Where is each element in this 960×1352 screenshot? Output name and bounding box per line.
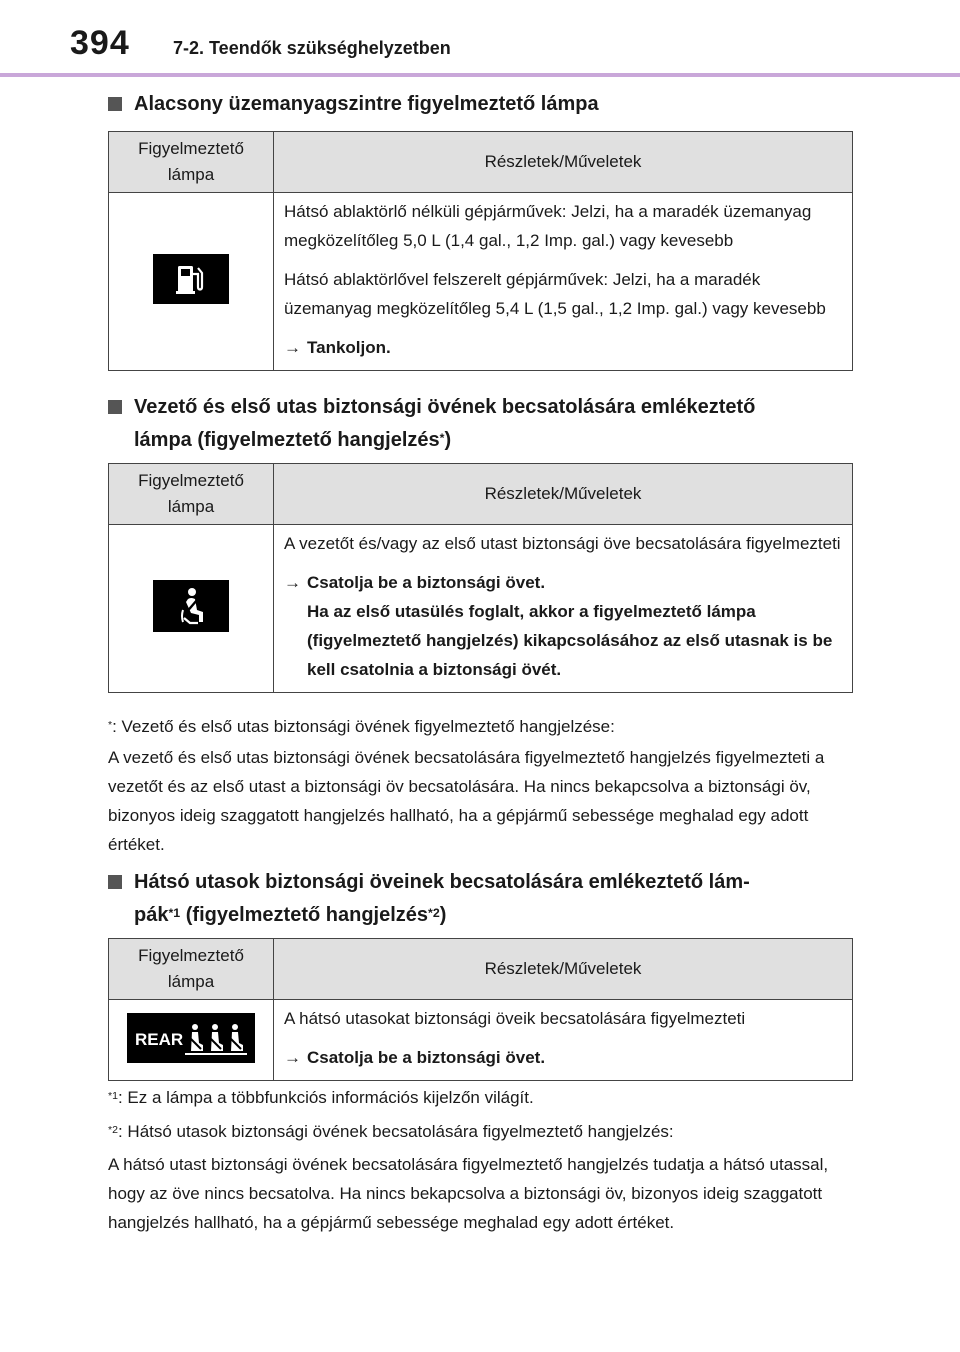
- action-line: → Csatolja be a biztonsági övet. Ha az első utasülés foglalt, akkor a figyelmeztető lámpa (figyelmeztető hangjelzés) kikapcsolásához az első utasnak is be kell csatolnia a biztonsági övét.: [284, 568, 848, 684]
- fuel-pump-icon: [153, 254, 229, 304]
- header-rule: [0, 73, 960, 77]
- detail-paragraph: A vezetőt és/vagy az első utast biztonsági öve becsatolására figyelmezteti: [284, 534, 841, 553]
- seatbelt-reminder-icon: [153, 580, 229, 632]
- heading-bullet-icon: [108, 400, 122, 414]
- detail-paragraph: Hátsó ablaktörlővel felszerelt gépjárművek: Jelzi, ha a maradék üzemanyag megközelítőleg 5,4 L (1,5 gal., 1,2 Imp. gal.) vagy kevesebb: [284, 270, 826, 318]
- table-row: [109, 525, 853, 693]
- table-header-row: [109, 132, 853, 193]
- arrow-icon: →: [284, 573, 301, 592]
- arrow-icon: →: [284, 338, 301, 357]
- table-row: [109, 193, 853, 371]
- action-line: → Csatolja be a biztonsági övet.: [284, 1043, 848, 1072]
- col-header-lamp: Figyelmeztető lámpa: [109, 939, 274, 1000]
- col-header-details: Részletek/Műveletek: [274, 939, 853, 1000]
- body-paragraph: A hátsó utast biztonsági övének becsatolására figyelmeztető hangjelzés tudatja a hátsó utassal, hogy az öve nincs becsatolva. Ha nincs bekapcsolva a biztonsági öv, bizonyos ideig szaggatott hangjelzés hallható, ha a gépjármű sebessége meghalad egy adott értéket.: [108, 1155, 829, 1232]
- col-header-details: Részletek/Műveletek: [274, 464, 853, 525]
- heading-bullet-icon: [108, 97, 122, 111]
- footnote: $^{*1}$: Ez a lámpa a többfunkciós információs kijelzőn világít.: [108, 1088, 534, 1107]
- section-heading-rear-seatbelt: Hátsó utasok biztonsági öveinek becsatolására emlékeztető lám- pák$^{*1}$ (figyelmeztető hangjelzés$^{*2}$): [108, 866, 853, 932]
- table-row: [109, 1000, 853, 1081]
- page-header: [0, 0, 960, 76]
- seatbelt-table: [108, 463, 853, 693]
- page-number: 394: [70, 24, 130, 62]
- icon-cell: [109, 193, 274, 371]
- icon-cell: [109, 525, 274, 693]
- chapter-title: 7-2. Teendők szükséghelyzetben: [173, 38, 451, 58]
- rear-seatbelt-icon: [127, 1013, 255, 1063]
- heading-bullet-icon: [108, 875, 122, 889]
- section-heading-seatbelt: Vezető és első utas biztonsági övének becsatolására emlékeztető lámpa (figyelmeztető hangjelzés*): [108, 391, 853, 457]
- details-cell: [274, 525, 853, 693]
- footnote: *: Vezető és első utas biztonsági övének figyelmeztető hangjelzése:: [108, 717, 615, 736]
- details-cell: [274, 193, 853, 371]
- col-header-details: Részletek/Műveletek: [274, 132, 853, 193]
- footnote: $^{*2}$: Hátsó utasok biztonsági övének becsatolására figyelmeztető hangjelzés:: [108, 1122, 674, 1141]
- action-line: → Tankoljon.: [284, 333, 848, 362]
- body-paragraph: A vezető és első utas biztonsági övének becsatolására figyelmeztető hangjelzés figyelmezteti a vezetőt és az első utast a biztonsági öv becsatolására. Ha nincs bekapcsolva a biztonsági öv, bizonyos ideig szaggatott hangjelzés hallható, ha a gépjármű sebessége meghalad egy adott értéket.: [108, 748, 825, 854]
- table-header-row: [109, 939, 853, 1000]
- svg-text:REAR: REAR: [135, 1029, 184, 1049]
- details-cell: [274, 1000, 853, 1081]
- icon-cell: [109, 1000, 274, 1081]
- arrow-icon: →: [284, 1048, 301, 1067]
- rear-seatbelt-table: [108, 938, 853, 1081]
- detail-paragraph: A hátsó utasokat biztonsági öveik becsatolására figyelmezteti: [284, 1009, 746, 1028]
- section-heading-low-fuel: Alacsony üzemanyagszintre figyelmeztető lámpa: [108, 88, 853, 121]
- detail-paragraph: Hátsó ablaktörlő nélküli gépjárművek: Jelzi, ha a maradék üzemanyag megközelítőleg 5,0 L (1,4 gal., 1,2 Imp. gal.) vagy kevesebb: [284, 202, 812, 250]
- col-header-lamp: Figyelmeztető lámpa: [109, 132, 274, 193]
- table-header-row: [109, 464, 853, 525]
- low-fuel-table: [108, 131, 853, 371]
- col-header-lamp: Figyelmeztető lámpa: [109, 464, 274, 525]
- action-note: Ha az első utasülés foglalt, akkor a figyelmeztető lámpa (figyelmeztető hangjelzés) kikapcsolásához az első utasnak is be kell csatolnia a biztonsági övét.: [307, 602, 833, 679]
